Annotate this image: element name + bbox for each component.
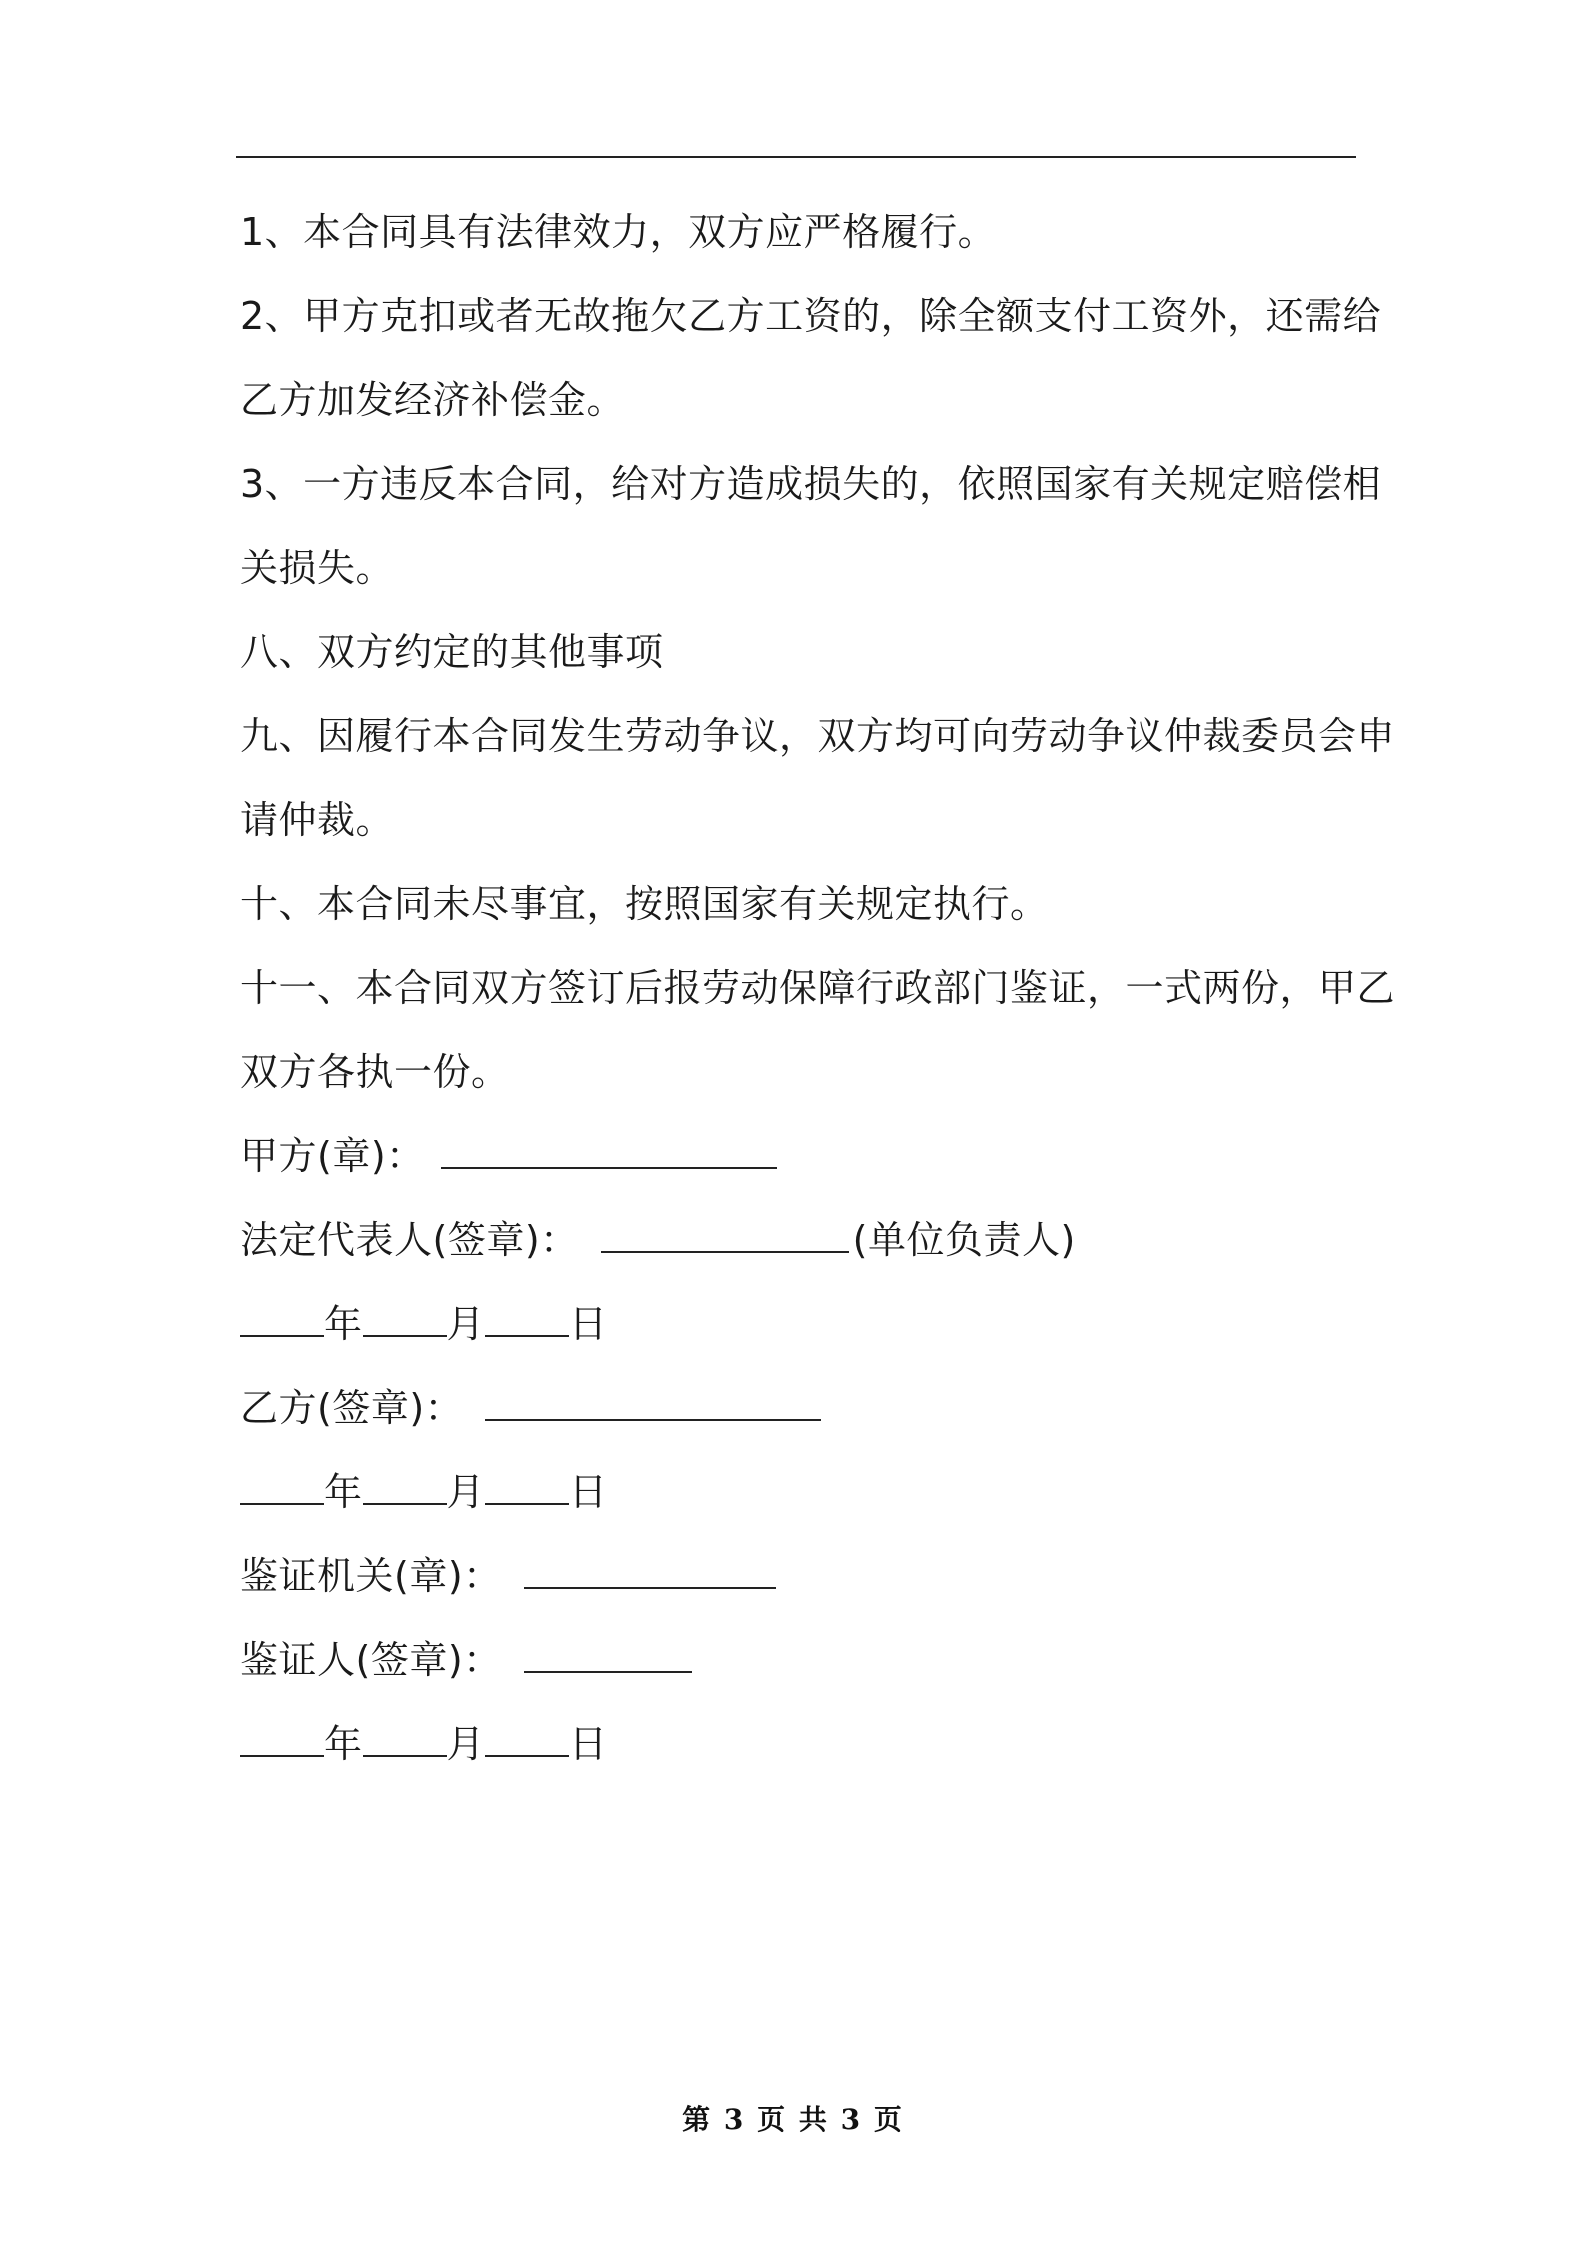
clause-2-line-2: 乙方加发经济补偿金。 <box>240 378 626 422</box>
verifier-signature-blank[interactable] <box>524 1637 692 1673</box>
verifier-signature-row <box>240 1618 1360 1702</box>
date-row-2 <box>240 1450 1360 1534</box>
month-blank[interactable] <box>363 1721 447 1757</box>
clause-2-line-1: 2、甲方克扣或者无故拖欠乙方工资的，除全额支付工资外，还需给 <box>240 294 1382 338</box>
clause-1: 1、本合同具有法律效力，双方应严格履行。 <box>240 210 997 254</box>
month-label: 月 <box>446 1302 486 1346</box>
authority-seal-blank[interactable] <box>524 1553 776 1589</box>
year-blank[interactable] <box>240 1469 324 1505</box>
party-a-label: 甲方(章)： <box>240 1134 425 1178</box>
year-blank[interactable] <box>240 1721 324 1757</box>
day-label: 日 <box>569 1722 608 1766</box>
page-number: 第 3 页 共 3 页 <box>682 2103 904 2136</box>
legal-rep-signature-blank[interactable] <box>601 1217 849 1253</box>
party-a-signature-row <box>240 1114 1360 1198</box>
year-label: 年 <box>324 1470 363 1514</box>
section-9-line-1: 九、因履行本合同发生劳动争议，双方均可向劳动争议仲裁委员会申 <box>240 714 1396 758</box>
month-blank[interactable] <box>363 1301 447 1337</box>
day-blank[interactable] <box>485 1301 569 1337</box>
year-label: 年 <box>324 1302 363 1346</box>
section-9-line-2: 请仲裁。 <box>240 798 395 842</box>
clause-3-line-2: 关损失。 <box>240 546 395 590</box>
authority-label: 鉴证机关(章)： <box>240 1554 502 1598</box>
day-label: 日 <box>569 1470 608 1514</box>
verifier-label: 鉴证人(签章)： <box>240 1638 502 1682</box>
date-row-1 <box>240 1282 1360 1366</box>
year-label: 年 <box>324 1722 363 1766</box>
month-blank[interactable] <box>363 1469 447 1505</box>
party-a-signature-blank[interactable] <box>441 1133 777 1169</box>
month-label: 月 <box>446 1470 486 1514</box>
day-blank[interactable] <box>485 1721 569 1757</box>
party-b-label: 乙方(签章)： <box>240 1386 464 1430</box>
section-10: 十、本合同未尽事宜，按照国家有关规定执行。 <box>240 882 1049 926</box>
day-blank[interactable] <box>485 1469 569 1505</box>
date-row-3 <box>240 1702 1360 1786</box>
header-rule <box>236 156 1356 158</box>
party-b-signature-blank[interactable] <box>485 1385 821 1421</box>
day-label: 日 <box>569 1302 608 1346</box>
party-b-signature-row <box>240 1366 1360 1450</box>
section-11-line-1: 十一、本合同双方签订后报劳动保障行政部门鉴证，一式两份，甲乙 <box>240 966 1396 1010</box>
authority-seal-row <box>240 1534 1360 1618</box>
document-body <box>240 190 1396 1786</box>
legal-rep-label: 法定代表人(签章)： <box>240 1218 579 1262</box>
section-8-heading: 八、双方约定的其他事项 <box>240 630 664 674</box>
section-11-line-2: 双方各执一份。 <box>240 1050 510 1094</box>
legal-rep-suffix: (单位负责人) <box>852 1218 1076 1262</box>
legal-rep-signature-row <box>240 1198 1360 1282</box>
clause-3-line-1: 3、一方违反本合同，给对方造成损失的，依照国家有关规定赔偿相 <box>240 462 1382 506</box>
month-label: 月 <box>446 1722 486 1766</box>
year-blank[interactable] <box>240 1301 324 1337</box>
